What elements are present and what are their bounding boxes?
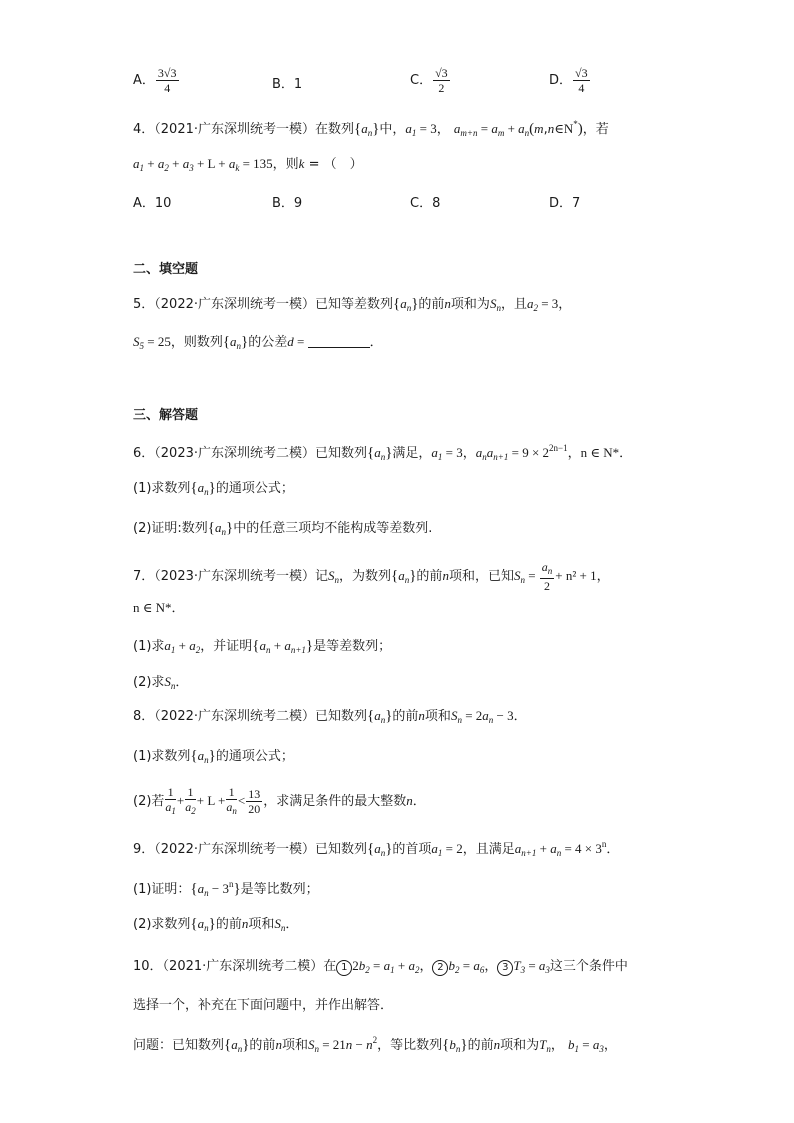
- q10-line-1: 10．（2021·广东深圳统考二模）在 1 $2b_2 = a_1 + a_2$， 2 $b_2 = a_6$， 3 $T_3 = a_3$这三个条件中: [133, 958, 628, 975]
- q3-option-d[interactable]: D． $\frac{√3}{4}$: [549, 66, 588, 95]
- q4-option-a[interactable]: A．10: [133, 196, 172, 211]
- q10-line-3: 问题：已知数列$\{a_n\}$的前n项和$S_n = 21n - n^2$，等比数列$\{b_n\}$的前n项和为$T_n$， $b_1 = a_3$，: [133, 1035, 617, 1054]
- q7-part-2: (2)求$S_n$．: [133, 674, 189, 691]
- fraction: $\frac{a_n}{2}$: [541, 560, 553, 593]
- q9-part-1: (1)证明：$\{a_n - 3^n\}$是等比数列；: [133, 879, 319, 898]
- q3-option-b[interactable]: B．1: [272, 77, 303, 92]
- fraction: $\frac{√3}{2}$: [435, 66, 448, 95]
- q10-line-2: 选择一个，补充在下面问题中，并作出解答．: [133, 998, 394, 1013]
- answer-blank[interactable]: [308, 333, 370, 348]
- section-heading-fill-in: 二、填空题: [133, 262, 199, 277]
- fraction: $\frac{1}{a_1}$: [165, 785, 176, 816]
- q6-part-2: (2)证明:数列$\{a_n\}$中的任意三项均不能构成等差数列.: [133, 520, 433, 537]
- fraction: $\frac{1}{a_2}$: [185, 785, 196, 816]
- q3-option-a[interactable]: A． $\frac{3√3}{4}$: [133, 66, 177, 95]
- q8-part-2: (2)若 $\frac{1}{a_1}$ + $\frac{1}{a_2}$ + L + $\frac{1}{a_n}$ < $\frac{13}{20}$ ，求满足条件的最大整数n．: [133, 785, 426, 816]
- fraction: $\frac{13}{20}$: [248, 787, 261, 816]
- q4-option-b[interactable]: B．9: [272, 196, 303, 211]
- q6-line-1: 6．（2023·广东深圳统考二模）已知数列$\{a_n\}$满足，$a_1 = 3$，$a_na_{n+1} = 9 \times 2^{2n-1}$，n ∈ N*．: [133, 443, 633, 462]
- fraction: $\frac{3√3}{4}$: [157, 66, 177, 95]
- q4-option-c[interactable]: C．8: [410, 196, 441, 211]
- q9-line-1: 9．（2022·广东深圳统考一模）已知数列$\{a_n\}$的首项$a_1 = 2$，且满足$a_{n+1} + a_n = 4 \times 3^n$．: [133, 839, 620, 858]
- q5-line-1: 5．（2022·广东深圳统考一模）已知等差数列$\{a_n\}$的前n项和为$S_n$，且$a_2 = 3$，: [133, 296, 572, 313]
- q4-line-2: $a_1 + a_2 + a_3 + L + a_k = 135$，则k = （ ）: [133, 156, 363, 173]
- q4-line-1: 4．（2021·广东深圳统考一模）在数列$\{a_n\}$中，$a_1 = 3$， $a_{m+n} = a_m$ + $a_n(m,n\in N^*)$，若: [133, 119, 609, 138]
- fraction: $\frac{1}{a_n}$: [226, 785, 237, 816]
- q5-line-2: $S_5 = 25$，则数列$\{a_n\}$的公差d = ．: [133, 334, 383, 351]
- q7-line-1: 7．（2023·广东深圳统考一模）记$S_n$，为数列$\{a_n\}$的前n项和，已知$S_n$ = $\frac{a_n}{2}$ + n² + 1，: [133, 560, 610, 593]
- fraction: $\frac{√3}{4}$: [575, 66, 588, 95]
- q9-part-2: (2)求数列$\{a_n\}$的前n项和$S_n$．: [133, 916, 299, 933]
- section-heading-solutions: 三、解答题: [133, 408, 199, 423]
- q3-option-c[interactable]: C． $\frac{√3}{2}$: [410, 66, 448, 95]
- q4-option-d[interactable]: D．7: [549, 196, 581, 211]
- q7-part-1: (1)求$a_1 + a_2$，并证明$\{a_n + a_{n+1}\}$是等差数列；: [133, 638, 392, 655]
- q8-part-1: (1)求数列$\{a_n\}$的通项公式；: [133, 748, 294, 765]
- q7-line-2: n ∈ N*．: [133, 600, 185, 615]
- q8-line-1: 8．（2022·广东深圳统考二模）已知数列$\{a_n\}$的前n项和$S_n = 2a_n - 3$．: [133, 708, 527, 725]
- q6-part-1: (1)求数列$\{a_n\}$的通项公式；: [133, 480, 294, 497]
